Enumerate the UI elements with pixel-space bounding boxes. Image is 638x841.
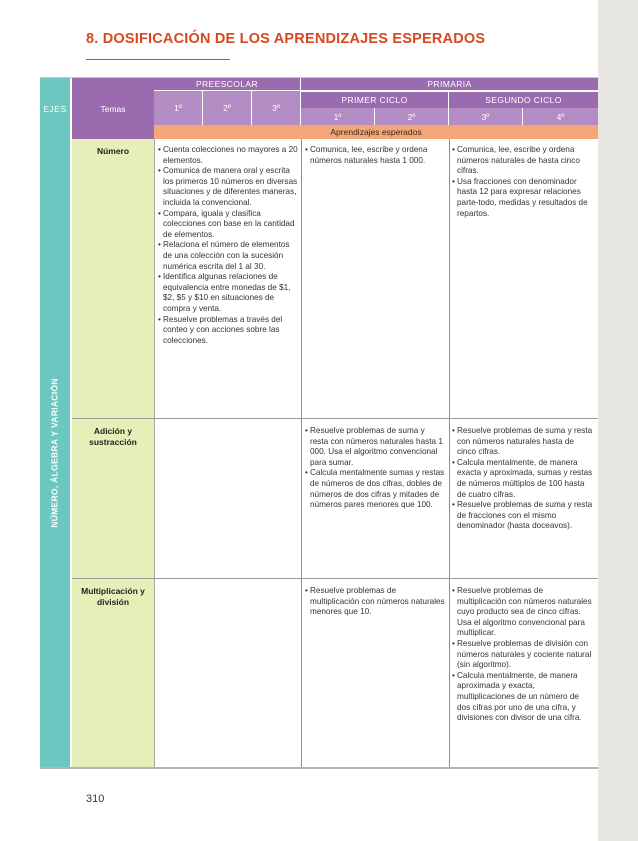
- header-aprendizajes-esperados: Aprendizajes esperados: [154, 125, 598, 139]
- grid-line-primer-ciclo: [449, 139, 450, 767]
- grid-line-preescolar: [301, 139, 302, 767]
- list-item: • Usa fracciones con denominador hasta 12 para expresar relaciones parte-todo, medidas y resultados de repartos.: [452, 177, 594, 219]
- list-item: • Cuenta colecciones no mayores a 20 elementos.: [158, 145, 298, 166]
- list-item: • Resuelve problemas de suma y resta con números naturales hasta 1 000. Usa el algoritmo convencional para sumar.: [305, 426, 445, 468]
- page-number: 310: [86, 793, 105, 805]
- header-primaria-grade-2: 2º: [375, 108, 449, 125]
- list-item: • Comunica, lee, escribe y ordena números naturales hasta 1 000.: [305, 145, 445, 166]
- list-item: • Compara, iguala y clasifica colecciones con base en la cantidad de elementos.: [158, 209, 298, 241]
- tema-adicion-sustraccion: Adición y sustracción: [89, 426, 137, 447]
- list-item: • Calcula mentalmente sumas y restas de números de dos cifras, dobles de números de dos cifras y mitades de números pares menores que 100.: [305, 468, 445, 510]
- header-preescolar-grade-2: 2º: [203, 91, 252, 125]
- table-bottom-rule: [40, 767, 598, 769]
- row-separator: [72, 418, 598, 419]
- header-primer-ciclo: PRIMER CICLO: [301, 92, 449, 108]
- tema-multiplicacion-division: Multiplicación y división: [81, 586, 145, 607]
- primer-ciclo-multiplicacion-list: [305, 586, 445, 618]
- tema-numero: Número: [96, 146, 130, 156]
- row-separator: [72, 578, 598, 579]
- page-title: 8. DOSIFICACIÓN DE LOS APRENDIZAJES ESPERADOS: [86, 31, 486, 47]
- header-preescolar-grade-3: 3º: [252, 91, 301, 125]
- segundo-ciclo-adicion-list: [452, 426, 594, 532]
- segundo-ciclo-numero-list: [452, 145, 594, 219]
- preescolar-numero-list: [158, 145, 298, 346]
- header-primaria-grade-4: 4º: [523, 108, 598, 125]
- list-item: • Resuelve problemas de división con números naturales y cociente natural (sin algoritmo).: [452, 639, 594, 671]
- header-primaria-grade-1: 1º: [301, 108, 375, 125]
- list-item: • Resuelve problemas de suma y resta con números naturales hasta de cinco cifras.: [452, 426, 594, 458]
- header-ejes: EJES: [40, 78, 70, 139]
- list-item: • Calcula mentalmente, de manera aproximada y exacta, multiplicaciones de un número de dos cifras por uno de una cifra, y divisiones con divisor de una cifra.: [452, 671, 594, 724]
- list-item: • Identifica algunas relaciones de equivalencia entre monedas de $1, $2, $5 y $10 en situaciones de compra y venta.: [158, 272, 298, 314]
- temas-column: [72, 139, 154, 767]
- list-item: • Calcula mentalmente, de manera exacta y aproximada, sumas y restas de números múltiplos de 100 hasta de cuatro cifras.: [452, 458, 594, 500]
- header-segundo-ciclo: SEGUNDO CICLO: [449, 92, 598, 108]
- header-preescolar: PREESCOLAR: [154, 78, 300, 91]
- list-item: • Resuelve problemas de multiplicación con números naturales menores que 10.: [305, 586, 445, 618]
- header-preescolar-grade-1: 1º: [154, 91, 203, 125]
- primer-ciclo-adicion-list: [305, 426, 445, 511]
- page-edge-strip: [598, 0, 638, 841]
- title-underline: [86, 59, 230, 60]
- header-primaria: PRIMARIA: [301, 78, 598, 91]
- list-item: • Comunica de manera oral y escrita los primeros 10 números en diversas situaciones y de diferentes maneras, incluida la convencional.: [158, 166, 298, 208]
- header-temas: Temas: [72, 78, 154, 139]
- eje-label: NÚMERO, ÁLGEBRA Y VARIACIÓN: [50, 378, 60, 528]
- list-item: • Comunica, lee, escribe y ordena números naturales de hasta cinco cifras.: [452, 145, 594, 177]
- list-item: • Relaciona el número de elementos de una colección con la sucesión numérica escrita del 1 al 30.: [158, 240, 298, 272]
- grid-line-temas: [154, 139, 155, 767]
- list-item: • Resuelve problemas de suma y resta de fracciones con el mismo denominador (hasta doceavos).: [452, 500, 594, 532]
- header-primaria-grade-3: 3º: [449, 108, 523, 125]
- list-item: • Resuelve problemas a través del conteo y con acciones sobre las colecciones.: [158, 315, 298, 347]
- list-item: • Resuelve problemas de multiplicación con números naturales cuyo producto sea de cinco cifras. Usa el algoritmo convencional para multiplicar.: [452, 586, 594, 639]
- eje-label-wrap: [40, 139, 70, 767]
- segundo-ciclo-multiplicacion-list: [452, 586, 594, 724]
- primer-ciclo-numero-list: [305, 145, 445, 166]
